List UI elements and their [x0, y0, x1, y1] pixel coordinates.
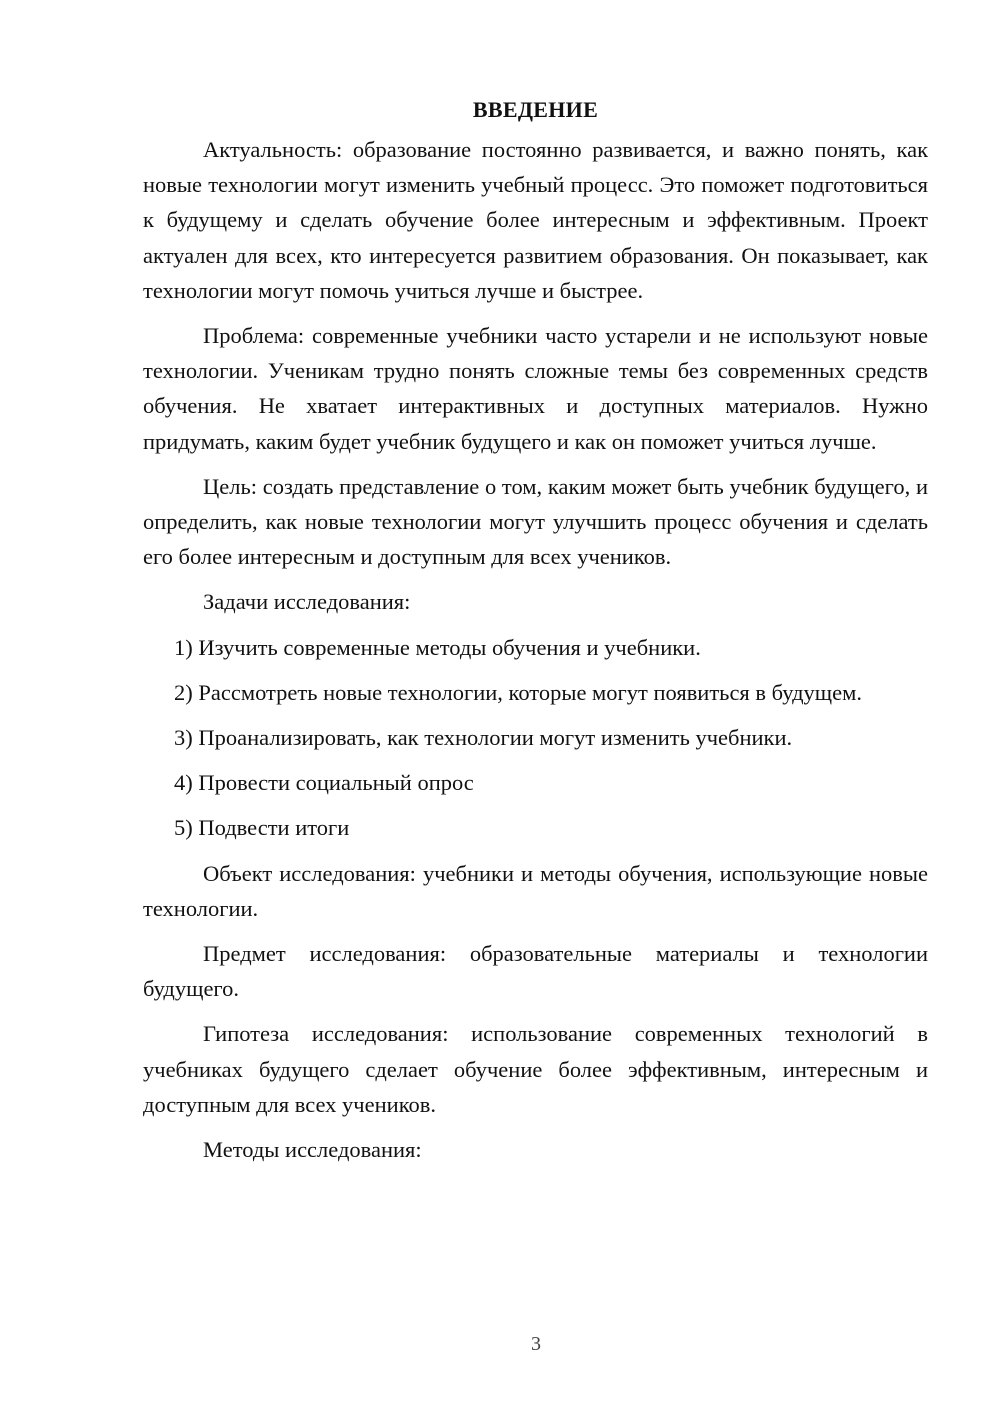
page-number: 3	[531, 1333, 541, 1355]
section-title: ВВЕДЕНИЕ	[472, 97, 599, 122]
task-item-5: 5) Подвести итоги	[174, 815, 350, 841]
paragraph-relevance: Актуальность: образование постоянно развивается, и важно понять, как новые технологии могут изменить учебный процесс. Это поможет подготовиться к будущему и сделать обучение более интересным и эффективным. Проект актуален для всех, кто интересуется развитием образования. Он показывает, как технологии могут помочь учиться лучше и быстрее.	[143, 137, 928, 303]
paragraph-goal: Цель: создать представление о том, каким может быть учебник будущего, и определить, как новые технологии могут улучшить процесс обучения и сделать его более интересным и доступным для всех учеников.	[143, 473, 928, 570]
task-item-4: 4) Провести социальный опрос	[174, 770, 474, 796]
paragraph-subject: Предмет исследования: образовательные материалы и технологии будущего.	[143, 941, 928, 1002]
task-item-3: 3) Проанализировать, как технологии могут изменить учебники.	[174, 725, 793, 751]
methods-heading: Методы исследования:	[203, 1137, 422, 1163]
document-page	[143, 92, 928, 1177]
paragraph-hypothesis: Гипотеза исследования: использование современных технологий в учебниках будущего сделает обучение более эффективным, интересным и доступным для всех учеников.	[143, 1021, 928, 1117]
tasks-heading: Задачи исследования:	[203, 589, 411, 615]
task-item-1: 1) Изучить современные методы обучения и учебники.	[174, 634, 701, 660]
paragraph-object: Объект исследования: учебники и методы обучения, использующие новые технологии.	[143, 860, 928, 921]
task-item-2: 2) Рассмотреть новые технологии, которые могут появиться в будущем.	[174, 679, 862, 705]
paragraph-problem: Проблема: современные учебники часто устарели и не используют новые технологии. Ученикам трудно понять сложные темы без современных средств обучения. Не хватает интерактивных и доступных материалов. Нужно придумать, каким будет учебник будущего и как он поможет учиться лучше.	[143, 323, 928, 454]
